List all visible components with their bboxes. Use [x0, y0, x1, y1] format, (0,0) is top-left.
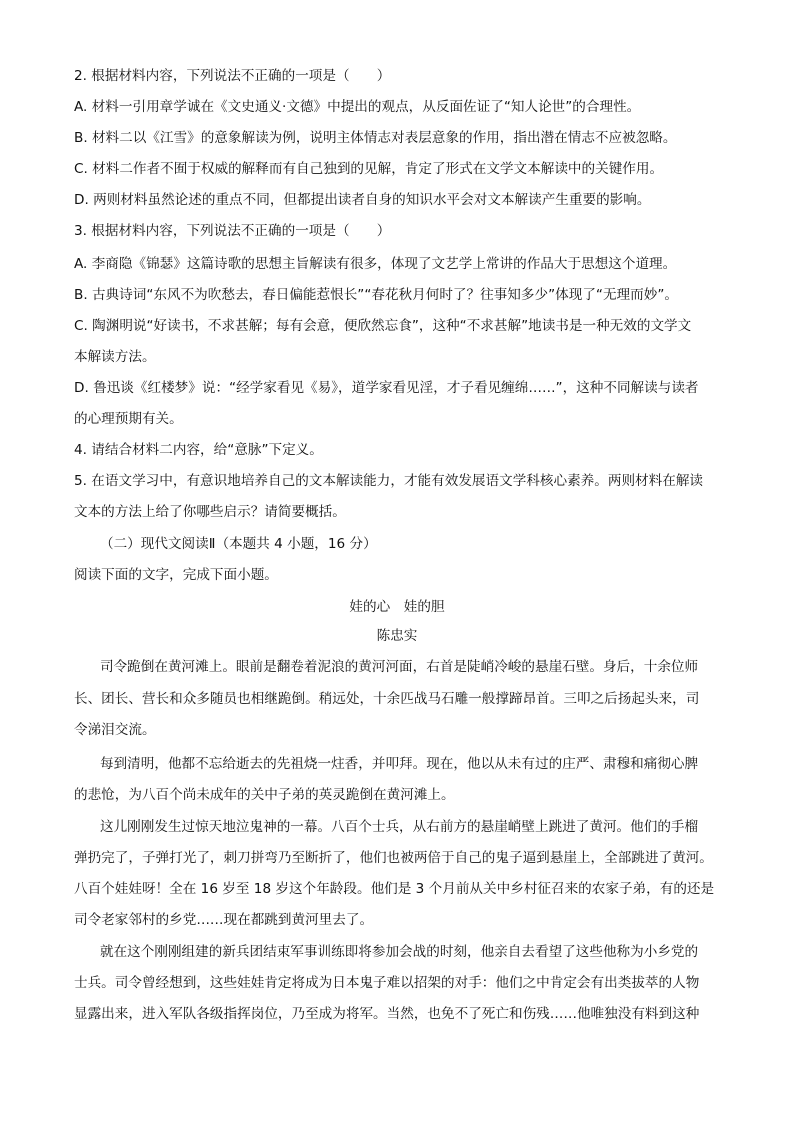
paragraph-line: 显露出来，进入军队各级指挥岗位，乃至成为将军。当然，也免不了死亡和伤残……他唯独没有料到这种 [74, 1006, 700, 1022]
paragraph-line: 就在这个刚刚组建的新兵团结束军事训练即将参加会战的时刻，他亲自去看望了这些他称为小乡党的 [100, 944, 699, 960]
paragraph-line: 长、团长、营长和众多随员也相继跪倒。稍远处，十余匹战马石雕一般撑蹄昂首。三叩之后扬起头来，司 [74, 691, 700, 707]
question-3-option-a: A. 李商隐《锦瑟》这篇诗歌的思想主旨解读有很多，体现了文艺学上常讲的作品大于思想这个道理。 [74, 256, 677, 272]
paragraph-line: 司令跪倒在黄河滩上。眼前是翻卷着泥浪的黄河河面，右首是陡峭冷峻的悬崖石壁。身后，十余位师 [100, 659, 699, 675]
question-5-line1: 5. 在语文学习中，有意识地培养自己的文本解读能力，才能有效发展语文学科核心素养。两则材料在解读 [74, 473, 704, 489]
question-3-option-d-line1: D. 鲁迅谈《红楼梦》说：“经学家看见《易》，道学家看见淫，才子看见缠绵……”，这种不同解读与读者 [74, 380, 699, 396]
section-instruction: 阅读下面的文字，完成下面小题。 [74, 567, 278, 583]
paragraph-line: 士兵。司令曾经想到，这些娃娃肯定将成为日本鬼子难以招架的对手：他们之中肯定会有出类拔萃的人物 [74, 975, 700, 991]
article-author: 陈忠实 [376, 628, 418, 644]
question-4: 4. 请结合材料二内容，给“意脉”下定义。 [74, 442, 323, 458]
question-2-stem: 2. 根据材料内容，下列说法不正确的一项是（ ） [74, 68, 391, 84]
question-3-option-b: B. 古典诗词“东风不为吹愁去，春日偏能惹恨长”“春花秋月何时了？往事知多少”体现了“无理而妙”。 [74, 287, 678, 303]
question-3-option-c-line1: C. 陶渊明说“好读书，不求甚解；每有会意，便欣然忘食”，这种“不求甚解”地读书是一种无效的文学文 [74, 318, 692, 334]
paragraph-line: 令涕泪交流。 [74, 722, 156, 738]
article-title: 娃的心 娃的胆 [349, 599, 445, 615]
paragraph-line: 司令老家邻村的乡党……现在都跳到黄河里去了。 [74, 912, 374, 928]
question-2-option-b: B. 材料二以《江雪》的意象解读为例，说明主体情志对表层意象的作用，指出潜在情志不应被忽略。 [74, 130, 677, 146]
question-3-option-c-line2: 本解读方法。 [74, 349, 156, 365]
question-3-option-d-line2: 的心理预期有关。 [74, 411, 183, 427]
question-3-stem: 3. 根据材料内容，下列说法不正确的一项是（ ） [74, 223, 391, 239]
paragraph-line: 八百个娃娃呀！全在 16 岁至 18 岁这个年龄段。他们是 3 个月前从关中乡村征召来的农家子弟，有的还是 [74, 881, 715, 897]
question-2-option-c: C. 材料二作者不囿于权威的解释而有自己独到的见解，肯定了形式在文学文本解读中的关键作用。 [74, 161, 664, 177]
question-5-line2: 文本的方法上给了你哪些启示？请简要概括。 [74, 504, 346, 520]
paragraph-line: 的悲怆，为八百个尚未成年的关中子弟的英灵跪倒在黄河滩上。 [74, 787, 455, 803]
question-2-option-a: A. 材料一引用章学诚在《文史通义·文德》中提出的观点，从反面佐证了“知人论世”的合理性。 [74, 99, 641, 115]
paragraph-line: 每到清明，他都不忘给逝去的先祖烧一炷香，并叩拜。现在，他以从未有过的庄严、肃穆和痛彻心脾 [100, 756, 699, 772]
question-2-option-d: D. 两则材料虽然论述的重点不同，但都提出读者自身的知识水平会对文本解读产生重要的影响。 [74, 192, 651, 208]
paragraph-line: 弹扔完了，子弹打光了，刺刀拼弯乃至断折了，他们也被两倍于自己的鬼子逼到悬崖上，全部跳进了黄河。 [74, 850, 713, 866]
paragraph-line: 这儿刚刚发生过惊天地泣鬼神的一幕。八百个士兵，从右前方的悬崖峭壁上跳进了黄河。他们的手榴 [100, 819, 699, 835]
section-heading: （二）现代文阅读Ⅱ（本题共 4 小题，16 分） [100, 536, 377, 552]
